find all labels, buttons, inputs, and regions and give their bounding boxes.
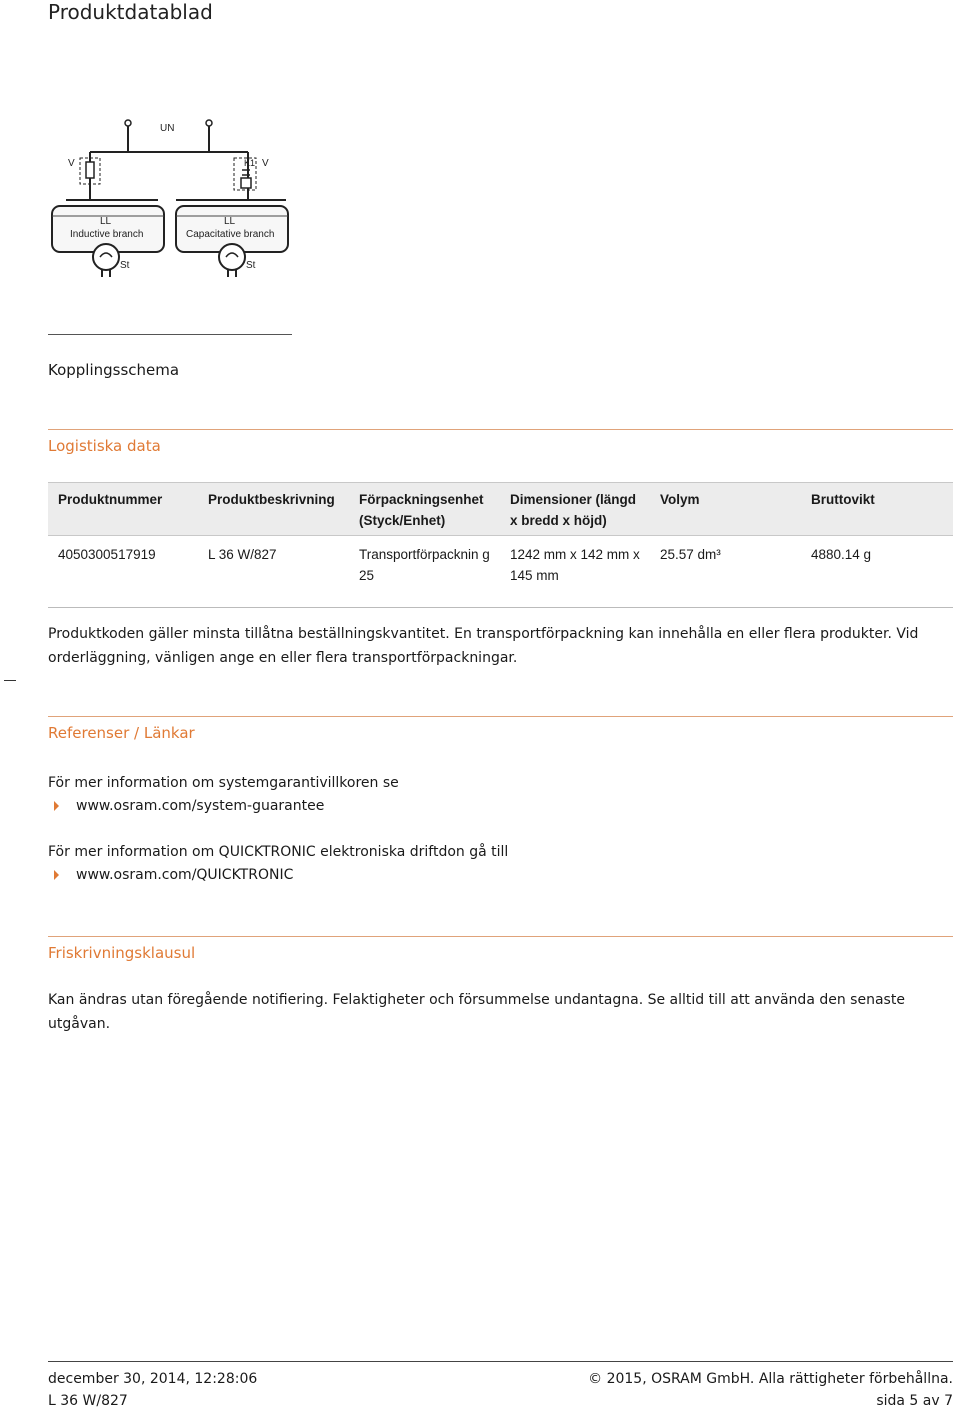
wiring-diagram <box>48 112 298 282</box>
table-cell: 25.57 dm³ <box>660 547 721 562</box>
reference-link-row[interactable] <box>48 867 293 883</box>
header-cell: Volym <box>660 492 700 507</box>
logistics-note: Produktkoden gäller minsta tillåtna beställningskvantitet. En transportförpackning kan innehålla en eller flera produkter. Vid orderläggning, vänligen ange en eller flera transportförpackningar. <box>48 626 919 666</box>
label-ll-left: LL <box>100 216 112 227</box>
section-divider <box>48 716 953 717</box>
footer-divider <box>48 1361 953 1362</box>
table-cell: 4050300517919 <box>58 547 156 562</box>
reference-link-row[interactable] <box>48 798 324 814</box>
header-cell: Produktnummer <box>58 492 163 507</box>
caption-divider <box>48 334 292 335</box>
label-v-right: V <box>262 158 269 169</box>
label-v-left: V <box>68 158 75 169</box>
section-divider <box>48 429 953 430</box>
margin-mark <box>4 680 16 681</box>
section-title-logistics: Logistiska data <box>48 437 161 455</box>
header-cell: Bruttovikt <box>811 492 875 507</box>
header-cell: Dimensioner (längd x bredd x höjd) <box>510 492 637 528</box>
label-capacitive: Capacitative branch <box>186 229 275 240</box>
footer-copyright: © 2015, OSRAM GmbH. Alla rättigheter förbehållna. <box>588 1371 953 1387</box>
disclaimer-text: Kan ändras utan föregående notifiering. Felaktigheter och försummelse undantagna. Se alltid till att använda den senaste utgåvan. <box>48 992 905 1032</box>
label-inductive: Inductive branch <box>70 229 144 240</box>
table-header-row <box>48 482 953 536</box>
table-cell: Transportförpacknin g 25 <box>359 547 490 583</box>
arrow-right-icon <box>54 801 59 811</box>
label-st-left: St <box>120 260 130 271</box>
reference-link[interactable]: www.osram.com/system-guarantee <box>76 798 325 814</box>
reference-text: För mer information om QUICKTRONIC elektroniska driftdon gå till <box>48 844 509 860</box>
table-cell: L 36 W/827 <box>208 547 277 562</box>
arrow-right-icon <box>54 870 59 880</box>
section-title-references: Referenser / Länkar <box>48 724 195 742</box>
table-cell: 4880.14 g <box>811 547 872 562</box>
footer-page-number: sida 5 av 7 <box>876 1393 953 1409</box>
reference-text: För mer information om systemgarantivillkoren se <box>48 775 399 791</box>
logistics-table <box>48 482 953 608</box>
label-st-right: St <box>246 260 256 271</box>
header-cell: Förpackningsenhet (Styck/Enhet) <box>359 492 484 528</box>
diagram-caption: Kopplingsschema <box>48 361 180 379</box>
footer-product: L 36 W/827 <box>48 1393 128 1409</box>
table-cell: 1242 mm x 142 mm x 145 mm <box>510 547 640 583</box>
page-title: Produktdatablad <box>48 0 213 24</box>
label-ll-right: LL <box>224 216 236 227</box>
section-title-disclaimer: Friskrivningsklausul <box>48 944 196 962</box>
reference-link[interactable]: www.osram.com/QUICKTRONIC <box>76 867 294 883</box>
section-divider <box>48 936 953 937</box>
footer-date: december 30, 2014, 12:28:06 <box>48 1371 258 1387</box>
label-un: UN <box>160 123 175 134</box>
label-k1: K1 <box>244 158 256 168</box>
table-row <box>48 536 953 608</box>
header-cell: Produktbeskrivning <box>208 492 335 507</box>
